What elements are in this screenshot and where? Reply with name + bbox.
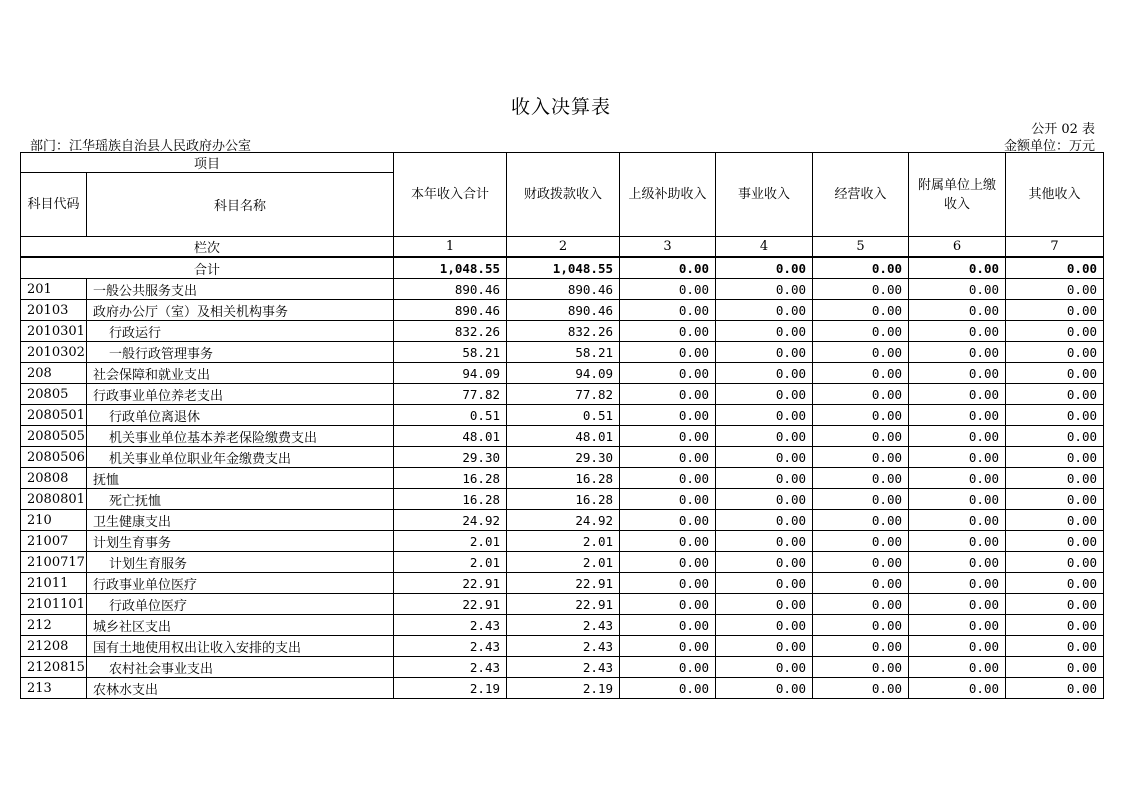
amount-cell: 2.43	[394, 657, 507, 678]
table-row	[21, 531, 1104, 552]
total-value: 1,048.55	[507, 257, 620, 279]
amount-cell: 94.09	[394, 363, 507, 384]
amount-cell: 0.00	[1006, 384, 1104, 405]
header-total-income: 本年收入合计	[394, 153, 507, 237]
amount-cell: 0.00	[813, 279, 909, 300]
subject-name: 死亡抚恤	[87, 489, 394, 510]
amount-cell: 0.00	[813, 468, 909, 489]
amount-cell: 0.00	[909, 300, 1006, 321]
amount-cell: 22.91	[507, 573, 620, 594]
amount-cell: 0.00	[813, 657, 909, 678]
amount-cell: 58.21	[394, 342, 507, 363]
amount-cell: 0.00	[620, 489, 716, 510]
total-value: 0.00	[813, 257, 909, 279]
table-row	[21, 573, 1104, 594]
amount-cell: 0.00	[620, 426, 716, 447]
subject-name: 机关事业单位职业年金缴费支出	[87, 447, 394, 468]
amount-cell: 0.00	[909, 384, 1006, 405]
subject-code: 2100717	[21, 552, 87, 573]
subject-name: 城乡社区支出	[87, 615, 394, 636]
amount-cell: 0.00	[909, 363, 1006, 384]
amount-cell: 2.43	[507, 615, 620, 636]
subject-name: 计划生育事务	[87, 531, 394, 552]
amount-cell: 29.30	[507, 447, 620, 468]
amount-cell: 0.00	[620, 594, 716, 615]
table-row	[21, 594, 1104, 615]
amount-cell: 890.46	[394, 279, 507, 300]
header-business-income: 事业收入	[716, 153, 813, 237]
amount-cell: 94.09	[507, 363, 620, 384]
amount-cell: 0.00	[1006, 636, 1104, 657]
amount-cell: 0.00	[813, 426, 909, 447]
amount-cell: 2.01	[507, 552, 620, 573]
table-row	[21, 552, 1104, 573]
header-operating-income: 经营收入	[813, 153, 909, 237]
table-row	[21, 426, 1104, 447]
amount-cell: 2.01	[394, 552, 507, 573]
amount-cell: 0.00	[620, 657, 716, 678]
column-index: 1	[394, 237, 507, 258]
amount-cell: 2.01	[394, 531, 507, 552]
amount-cell: 0.00	[1006, 531, 1104, 552]
amount-cell: 0.00	[620, 615, 716, 636]
column-index: 2	[507, 237, 620, 258]
amount-unit-label: 金额单位：万元	[1003, 139, 1095, 154]
subject-code: 2010302	[21, 342, 87, 363]
amount-cell: 0.00	[813, 531, 909, 552]
subject-name: 社会保障和就业支出	[87, 363, 394, 384]
subject-name: 行政事业单位医疗	[87, 573, 394, 594]
amount-cell: 0.00	[909, 510, 1006, 531]
amount-cell: 0.00	[716, 531, 813, 552]
amount-cell: 0.00	[1006, 342, 1104, 363]
amount-cell: 48.01	[394, 426, 507, 447]
amount-cell: 0.00	[1006, 615, 1104, 636]
amount-cell: 16.28	[507, 489, 620, 510]
amount-cell: 0.00	[1006, 489, 1104, 510]
amount-cell: 0.00	[813, 405, 909, 426]
amount-cell: 0.00	[620, 279, 716, 300]
amount-cell: 0.00	[620, 447, 716, 468]
amount-cell: 0.00	[1006, 321, 1104, 342]
amount-cell: 2.19	[507, 678, 620, 699]
column-index: 3	[620, 237, 716, 258]
amount-cell: 0.51	[507, 405, 620, 426]
subject-code: 2120815	[21, 657, 87, 678]
amount-cell: 0.00	[620, 342, 716, 363]
subject-name: 国有土地使用权出让收入安排的支出	[87, 636, 394, 657]
amount-cell: 0.00	[716, 489, 813, 510]
subject-name: 农村社会事业支出	[87, 657, 394, 678]
column-index-label: 栏次	[21, 237, 394, 258]
amount-cell: 2.19	[394, 678, 507, 699]
amount-cell: 0.00	[620, 468, 716, 489]
amount-cell: 22.91	[507, 594, 620, 615]
total-value: 0.00	[1006, 257, 1104, 279]
amount-cell: 0.00	[813, 678, 909, 699]
amount-cell: 0.00	[1006, 279, 1104, 300]
table-row	[21, 468, 1104, 489]
amount-cell: 0.00	[909, 447, 1006, 468]
amount-cell: 0.00	[620, 678, 716, 699]
subject-code: 2080505	[21, 426, 87, 447]
amount-cell: 0.00	[716, 657, 813, 678]
header-fiscal-appropriation: 财政拨款收入	[507, 153, 620, 237]
amount-cell: 0.00	[716, 594, 813, 615]
amount-cell: 0.00	[716, 426, 813, 447]
amount-cell: 0.00	[620, 405, 716, 426]
subject-name: 行政事业单位养老支出	[87, 384, 394, 405]
amount-cell: 0.00	[716, 552, 813, 573]
subject-name: 机关事业单位基本养老保险缴费支出	[87, 426, 394, 447]
amount-cell: 16.28	[394, 468, 507, 489]
table-row	[21, 510, 1104, 531]
header-project: 项目	[21, 153, 394, 173]
amount-cell: 832.26	[394, 321, 507, 342]
amount-cell: 0.00	[716, 468, 813, 489]
amount-cell: 16.28	[507, 468, 620, 489]
amount-cell: 22.91	[394, 573, 507, 594]
table-row	[21, 657, 1104, 678]
subject-name: 计划生育服务	[87, 552, 394, 573]
amount-cell: 890.46	[507, 279, 620, 300]
amount-cell: 24.92	[394, 510, 507, 531]
amount-cell: 0.00	[1006, 447, 1104, 468]
amount-cell: 0.00	[813, 615, 909, 636]
amount-cell: 0.00	[716, 384, 813, 405]
subject-code: 21208	[21, 636, 87, 657]
amount-cell: 2.43	[394, 615, 507, 636]
subject-name: 抚恤	[87, 468, 394, 489]
subject-code: 20808	[21, 468, 87, 489]
amount-cell: 2.43	[507, 657, 620, 678]
amount-cell: 0.00	[716, 279, 813, 300]
column-index: 4	[716, 237, 813, 258]
amount-cell: 0.00	[909, 636, 1006, 657]
amount-cell: 0.00	[716, 300, 813, 321]
header-superior-subsidy: 上级补助收入	[620, 153, 716, 237]
subject-name: 行政单位离退休	[87, 405, 394, 426]
amount-cell: 0.00	[716, 510, 813, 531]
subject-code: 20103	[21, 300, 87, 321]
table-row	[21, 636, 1104, 657]
amount-cell: 77.82	[507, 384, 620, 405]
amount-cell: 0.00	[716, 363, 813, 384]
amount-cell: 0.00	[716, 678, 813, 699]
amount-cell: 0.00	[813, 300, 909, 321]
total-label: 合计	[21, 257, 394, 279]
amount-cell: 0.00	[813, 573, 909, 594]
amount-cell: 0.00	[620, 552, 716, 573]
amount-cell: 77.82	[394, 384, 507, 405]
amount-cell: 0.00	[813, 636, 909, 657]
amount-cell: 0.00	[620, 321, 716, 342]
column-index: 6	[909, 237, 1006, 258]
amount-cell: 0.00	[620, 510, 716, 531]
table-row	[21, 300, 1104, 321]
total-value: 0.00	[716, 257, 813, 279]
table-row	[21, 279, 1104, 300]
amount-cell: 0.00	[716, 636, 813, 657]
amount-cell: 2.43	[507, 636, 620, 657]
total-value: 1,048.55	[394, 257, 507, 279]
amount-cell: 0.00	[813, 489, 909, 510]
subject-name: 行政运行	[87, 321, 394, 342]
amount-cell: 0.00	[909, 573, 1006, 594]
amount-cell: 890.46	[394, 300, 507, 321]
amount-cell: 0.00	[813, 342, 909, 363]
amount-cell: 0.00	[909, 405, 1006, 426]
subject-code: 2080801	[21, 489, 87, 510]
subject-code: 2080506	[21, 447, 87, 468]
amount-cell: 890.46	[507, 300, 620, 321]
amount-cell: 0.00	[1006, 573, 1104, 594]
subject-name: 一般公共服务支出	[87, 279, 394, 300]
amount-cell: 832.26	[507, 321, 620, 342]
subject-code: 210	[21, 510, 87, 531]
amount-cell: 0.00	[909, 342, 1006, 363]
subject-code: 20805	[21, 384, 87, 405]
table-row	[21, 363, 1104, 384]
amount-cell: 0.00	[716, 405, 813, 426]
department-label: 部门：江华瑶族自治县人民政府办公室	[30, 139, 252, 154]
amount-cell: 0.00	[620, 531, 716, 552]
amount-cell: 0.00	[813, 363, 909, 384]
amount-cell: 0.51	[394, 405, 507, 426]
amount-cell: 0.00	[1006, 426, 1104, 447]
column-index: 5	[813, 237, 909, 258]
subject-code: 2010301	[21, 321, 87, 342]
amount-cell: 0.00	[716, 615, 813, 636]
amount-cell: 0.00	[813, 447, 909, 468]
header-affiliated-income: 附属单位上缴收入	[909, 153, 1006, 237]
amount-cell: 0.00	[813, 552, 909, 573]
report-title: 收入决算表	[510, 96, 611, 118]
table-row	[21, 405, 1104, 426]
amount-cell: 48.01	[507, 426, 620, 447]
amount-cell: 0.00	[909, 489, 1006, 510]
amount-cell: 0.00	[909, 426, 1006, 447]
amount-cell: 0.00	[1006, 468, 1104, 489]
amount-cell: 2.01	[507, 531, 620, 552]
amount-cell: 0.00	[1006, 552, 1104, 573]
subject-code: 21011	[21, 573, 87, 594]
amount-cell: 0.00	[909, 321, 1006, 342]
amount-cell: 0.00	[620, 300, 716, 321]
form-number: 公开 02 表	[1031, 122, 1095, 137]
amount-cell: 0.00	[813, 321, 909, 342]
table-row	[21, 489, 1104, 510]
amount-cell: 0.00	[909, 678, 1006, 699]
amount-cell: 0.00	[909, 615, 1006, 636]
total-value: 0.00	[909, 257, 1006, 279]
amount-cell: 0.00	[716, 321, 813, 342]
subject-name: 卫生健康支出	[87, 510, 394, 531]
amount-cell: 0.00	[1006, 300, 1104, 321]
income-statement-table	[20, 152, 1104, 699]
table-row	[21, 342, 1104, 363]
amount-cell: 0.00	[620, 636, 716, 657]
subject-name: 行政单位医疗	[87, 594, 394, 615]
amount-cell: 0.00	[620, 384, 716, 405]
table-row	[21, 321, 1104, 342]
amount-cell: 0.00	[909, 594, 1006, 615]
amount-cell: 0.00	[909, 657, 1006, 678]
amount-cell: 0.00	[1006, 363, 1104, 384]
amount-cell: 0.00	[1006, 594, 1104, 615]
table-row	[21, 678, 1104, 699]
amount-cell: 58.21	[507, 342, 620, 363]
amount-cell: 0.00	[813, 510, 909, 531]
subject-code: 212	[21, 615, 87, 636]
subject-name: 一般行政管理事务	[87, 342, 394, 363]
amount-cell: 0.00	[909, 468, 1006, 489]
amount-cell: 0.00	[1006, 405, 1104, 426]
amount-cell: 0.00	[909, 531, 1006, 552]
header-other-income: 其他收入	[1006, 153, 1104, 237]
amount-cell: 22.91	[394, 594, 507, 615]
amount-cell: 0.00	[813, 384, 909, 405]
amount-cell: 0.00	[813, 594, 909, 615]
subject-name: 政府办公厅（室）及相关机构事务	[87, 300, 394, 321]
amount-cell: 0.00	[716, 573, 813, 594]
header-subject-code: 科目代码	[21, 173, 87, 237]
amount-cell: 16.28	[394, 489, 507, 510]
amount-cell: 0.00	[1006, 657, 1104, 678]
amount-cell: 0.00	[620, 363, 716, 384]
subject-code: 2080501	[21, 405, 87, 426]
amount-cell: 0.00	[716, 447, 813, 468]
amount-cell: 0.00	[1006, 678, 1104, 699]
subject-code: 21007	[21, 531, 87, 552]
amount-cell: 0.00	[620, 573, 716, 594]
amount-cell: 24.92	[507, 510, 620, 531]
subject-code: 213	[21, 678, 87, 699]
amount-cell: 0.00	[1006, 510, 1104, 531]
total-value: 0.00	[620, 257, 716, 279]
table-row	[21, 447, 1104, 468]
subject-code: 2101101	[21, 594, 87, 615]
subject-name: 农林水支出	[87, 678, 394, 699]
column-index: 7	[1006, 237, 1104, 258]
table-row	[21, 615, 1104, 636]
header-subject-name: 科目名称	[87, 173, 394, 237]
amount-cell: 0.00	[716, 342, 813, 363]
subject-code: 201	[21, 279, 87, 300]
amount-cell: 29.30	[394, 447, 507, 468]
amount-cell: 0.00	[909, 552, 1006, 573]
subject-code: 208	[21, 363, 87, 384]
amount-cell: 0.00	[909, 279, 1006, 300]
table-row	[21, 384, 1104, 405]
amount-cell: 2.43	[394, 636, 507, 657]
